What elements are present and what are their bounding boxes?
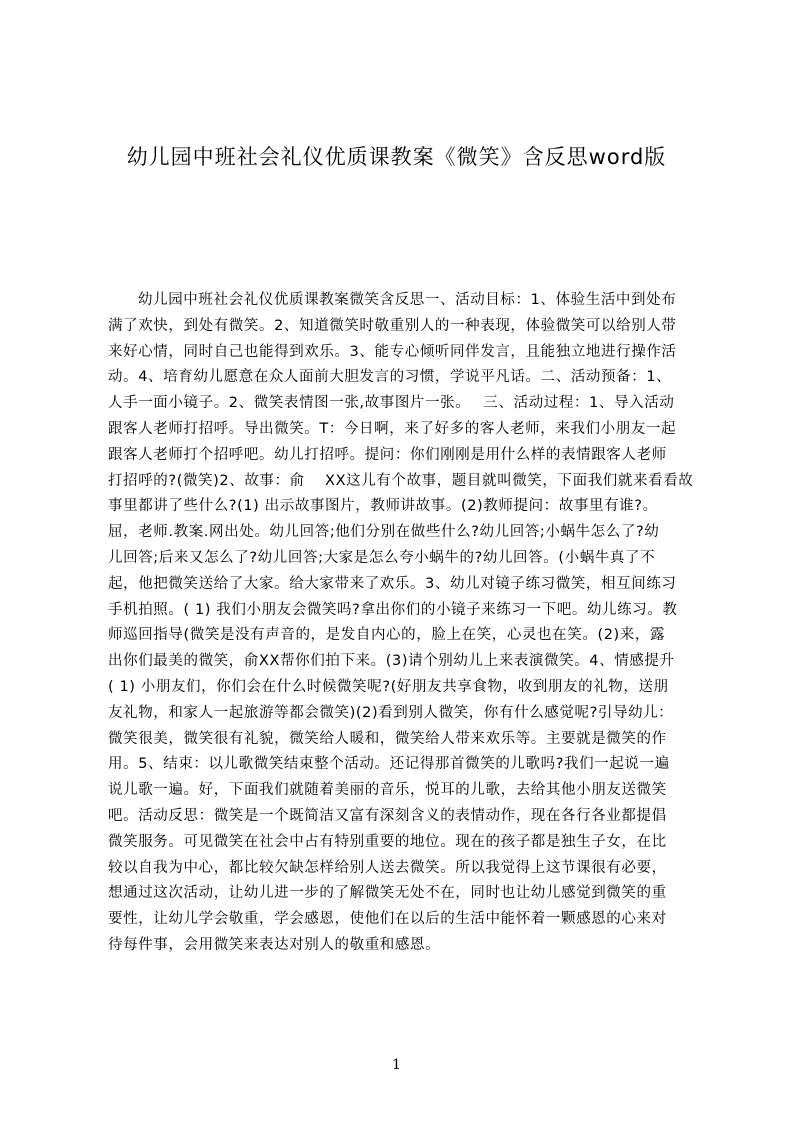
body-line: 说儿歌一遍。好，下面我们就随着美丽的音乐，悦耳的儿歌，去给其他小朋友送微笑 bbox=[108, 782, 667, 799]
body-line: 待每件事，会用微笑来表达对别人的敬重和感恩。 bbox=[108, 936, 441, 953]
body-line: 屈，老师.教案.网出处。幼儿回答;他们分别在做些什么?幼儿回答;小蜗牛怎么了?幼 bbox=[108, 524, 660, 541]
body-line: 手机拍照。( 1) 我们小朋友会微笑吗?拿出你们的小镜子来练习一下吧。幼儿练习。教 bbox=[108, 601, 678, 618]
body-line: 较以自我为中心，都比较欠缺怎样给别人送去微笑。所以我觉得上这节课很有必要， bbox=[108, 859, 667, 876]
body-line: 要性，让幼儿学会敬重，学会感恩，使他们在以后的生活中能怀着一颗感恩的心来对 bbox=[108, 911, 667, 928]
body-line: 友礼物，和家人一起旅游等都会微笑)(2)看到别人微笑，你有什么感觉呢?引导幼儿： bbox=[108, 704, 674, 721]
body-line: ( 1) 小朋友们，你们会在什么时候微笑呢?(好朋友共享食物，收到朋友的礼物，送朋 bbox=[108, 678, 669, 695]
body-line: 人手一面小镜子。2、微笑表情图一张,故事图片一张。 三、活动过程：1、导入活动 bbox=[108, 395, 675, 412]
body-line: 事里都讲了些什么?(1) 出示故事图片，教师讲故事。(2)教师提问：故事里有谁?。 bbox=[108, 498, 658, 515]
body-line: 来好心情，同时自己也能得到欢乐。3、能专心倾听同伴发言，且能独立地进行操作活 bbox=[108, 343, 677, 360]
body-line: 用。5、结束：以儿歌微笑结束整个活动。还记得那首微笑的儿歌吗?我们一起说一遍 bbox=[108, 756, 670, 773]
body-text bbox=[108, 288, 704, 988]
body-line: 幼儿园中班社会礼仪优质课教案微笑含反思一、活动目标：1、体验生活中到处布 bbox=[138, 292, 677, 308]
body-line: 满了欢快，到处有微笑。2、知道微笑时敬重别人的一种表现，体验微笑可以给别人带 bbox=[108, 317, 677, 334]
body-line: 打招呼的?(微笑)2、故事：俞 XX这儿有个故事，题目就叫微笑，下面我们就来看看故 bbox=[108, 472, 694, 489]
body-line: 儿回答;后来又怎么了?幼儿回答;大家是怎么夸小蜗牛的?幼儿回答。(小蜗牛真了不 bbox=[108, 549, 656, 566]
body-line: 吧。活动反思：微笑是一个既简洁又富有深刻含义的表情动作，现在各行各业都提倡 bbox=[108, 807, 667, 824]
body-line: 动。4、培育幼儿愿意在众人面前大胆发言的习惯，学说平凡话。二、活动预备：1、 bbox=[108, 369, 672, 386]
document-title: 幼儿园中班社会礼仪优质课教案《微笑》含反思word版 bbox=[126, 145, 667, 169]
page-number: 1 bbox=[392, 1057, 401, 1073]
body-line: 微笑很美，微笑很有礼貌，微笑给人暖和，微笑给人带来欢乐等。主要就是微笑的作 bbox=[108, 730, 667, 747]
body-line: 师巡回指导(微笑是没有声音的，是发自内心的，脸上在笑，心灵也在笑。(2)来，露 bbox=[108, 627, 666, 644]
body-line: 跟客人老师打招呼。导出微笑。T：今日啊，来了好多的客人老师，来我们小朋友一起 bbox=[108, 420, 677, 437]
body-line: 想通过这次活动，让幼儿进一步的了解微笑无处不在，同时也让幼儿感觉到微笑的重 bbox=[108, 885, 667, 902]
body-line: 微笑服务。可见微笑在社会中占有特别重要的地位。现在的孩子都是独生子女，在比 bbox=[108, 833, 667, 850]
body-line: 出你们最美的微笑，俞XX帮你们拍下来。(3)请个别幼儿上来表演微笑。4、情感提升 bbox=[108, 653, 675, 670]
body-line: 跟客人老师打个招呼吧。幼儿打招呼。提问：你们刚刚是用什么样的表情跟客人老师 bbox=[108, 446, 667, 463]
body-line: 起，他把微笑送给了大家。给大家带来了欢乐。3、幼儿对镜子练习微笑，相互间练习 bbox=[108, 575, 677, 592]
